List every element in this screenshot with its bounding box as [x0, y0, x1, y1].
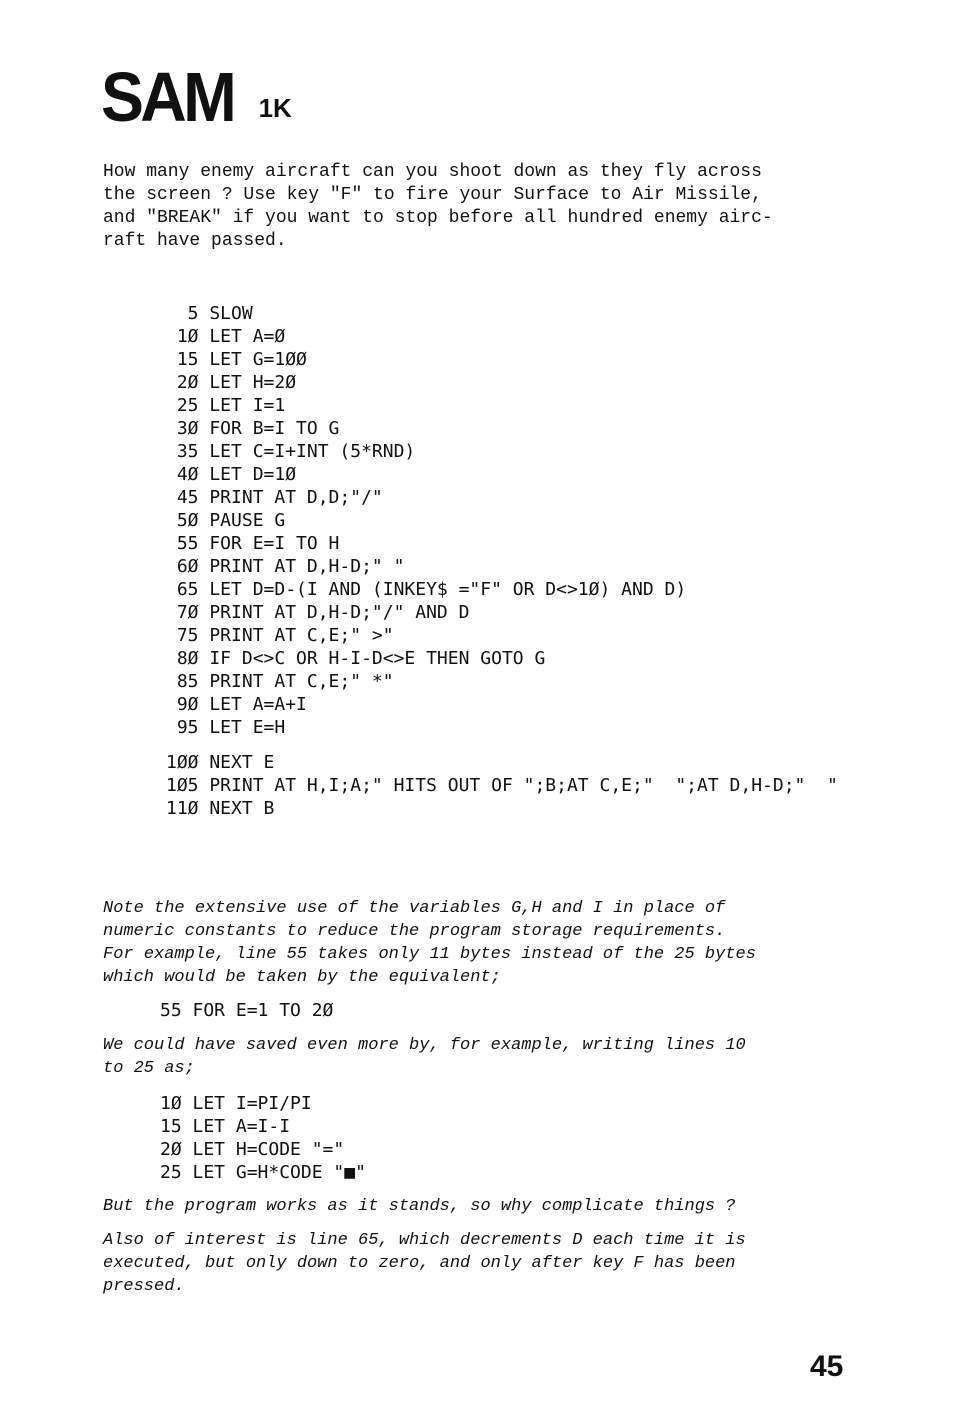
code-line: 15 LET A=I-I: [160, 1116, 291, 1137]
code-line: 1ØØ NEXT E: [166, 752, 275, 773]
note-line: executed, but only down to zero, and only after key F has been: [103, 1254, 736, 1273]
code-line: 5 SLOW: [166, 303, 253, 324]
code-line: 5Ø PAUSE G: [166, 510, 286, 531]
note-line: Also of interest is line 65, which decrements D each time it is: [103, 1231, 746, 1250]
note-paragraph: [103, 1195, 883, 1218]
code-line: 3Ø FOR B=I TO G: [166, 418, 340, 439]
code-line: 4Ø LET D=1Ø: [166, 464, 297, 485]
memory-size-label: 1K: [258, 93, 292, 123]
code-line: 2Ø LET H=CODE "=": [160, 1139, 345, 1160]
note-line: We could have saved even more by, for example, writing lines 10: [103, 1036, 746, 1055]
code-line: 25 LET G=H*CODE "■": [160, 1162, 366, 1183]
intro-line: How many enemy aircraft can you shoot down as they fly across: [103, 162, 762, 182]
code-line: 45 PRINT AT D,D;"/": [166, 487, 383, 508]
note-paragraph: [103, 1034, 883, 1080]
code-line: 65 LET D=D-(I AND (INKEY$ ="F" OR D<>1Ø) AND D): [166, 579, 687, 600]
code-line: 8Ø IF D<>C OR H-I-D<>E THEN GOTO G: [166, 648, 546, 669]
page-heading: [101, 58, 292, 136]
code-line: 55 FOR E=I TO H: [166, 533, 340, 554]
code-line: 95 LET E=H: [166, 717, 286, 738]
intro-line: raft have passed.: [103, 231, 287, 251]
code-line: 1Ø LET I=PI/PI: [160, 1093, 312, 1114]
program-listing: [166, 302, 838, 820]
note-line: Note the extensive use of the variables G,H and I in place of: [103, 899, 726, 918]
code-line: 55 FOR E=1 TO 2Ø: [160, 1000, 334, 1021]
note-paragraph: [103, 1229, 883, 1298]
page-number: 45: [810, 1350, 844, 1383]
code-line: 25 LET I=1: [166, 395, 286, 416]
code-line: 85 PRINT AT C,E;" *": [166, 671, 394, 692]
note-line: numeric constants to reduce the program storage requirements.: [103, 922, 726, 941]
note-line: But the program works as it stands, so why complicate things ?: [103, 1197, 736, 1216]
code-line: 2Ø LET H=2Ø: [166, 372, 297, 393]
intro-paragraph: [103, 161, 863, 253]
intro-line: and "BREAK" if you want to stop before all hundred enemy airc-: [103, 208, 773, 228]
note-paragraph: [103, 897, 883, 989]
code-line: 35 LET C=I+INT (5*RND): [166, 441, 416, 462]
code-line: 7Ø PRINT AT D,H-D;"/" AND D: [166, 602, 470, 623]
code-line: 11Ø NEXT B: [166, 798, 275, 819]
code-example: [160, 999, 333, 1022]
code-line: 15 LET G=1ØØ: [166, 349, 307, 370]
note-line: For example, line 55 takes only 11 bytes instead of the 25 bytes: [103, 945, 756, 964]
code-line: 1Ø5 PRINT AT H,I;A;" HITS OUT OF ";B;AT C,E;" ";AT D,H-D;" ": [166, 775, 838, 796]
intro-line: the screen ? Use key "F" to fire your Surface to Air Missile,: [103, 185, 762, 205]
code-line: 75 PRINT AT C,E;" >": [166, 625, 394, 646]
code-line: 9Ø LET A=A+I: [166, 694, 307, 715]
note-line: which would be taken by the equivalent;: [103, 968, 501, 987]
note-line: pressed.: [103, 1277, 185, 1296]
code-line: 1Ø LET A=Ø: [166, 326, 286, 347]
code-example: [160, 1092, 366, 1184]
page-title: SAM: [101, 58, 234, 136]
note-line: to 25 as;: [103, 1059, 195, 1078]
code-line: 6Ø PRINT AT D,H-D;" ": [166, 556, 405, 577]
